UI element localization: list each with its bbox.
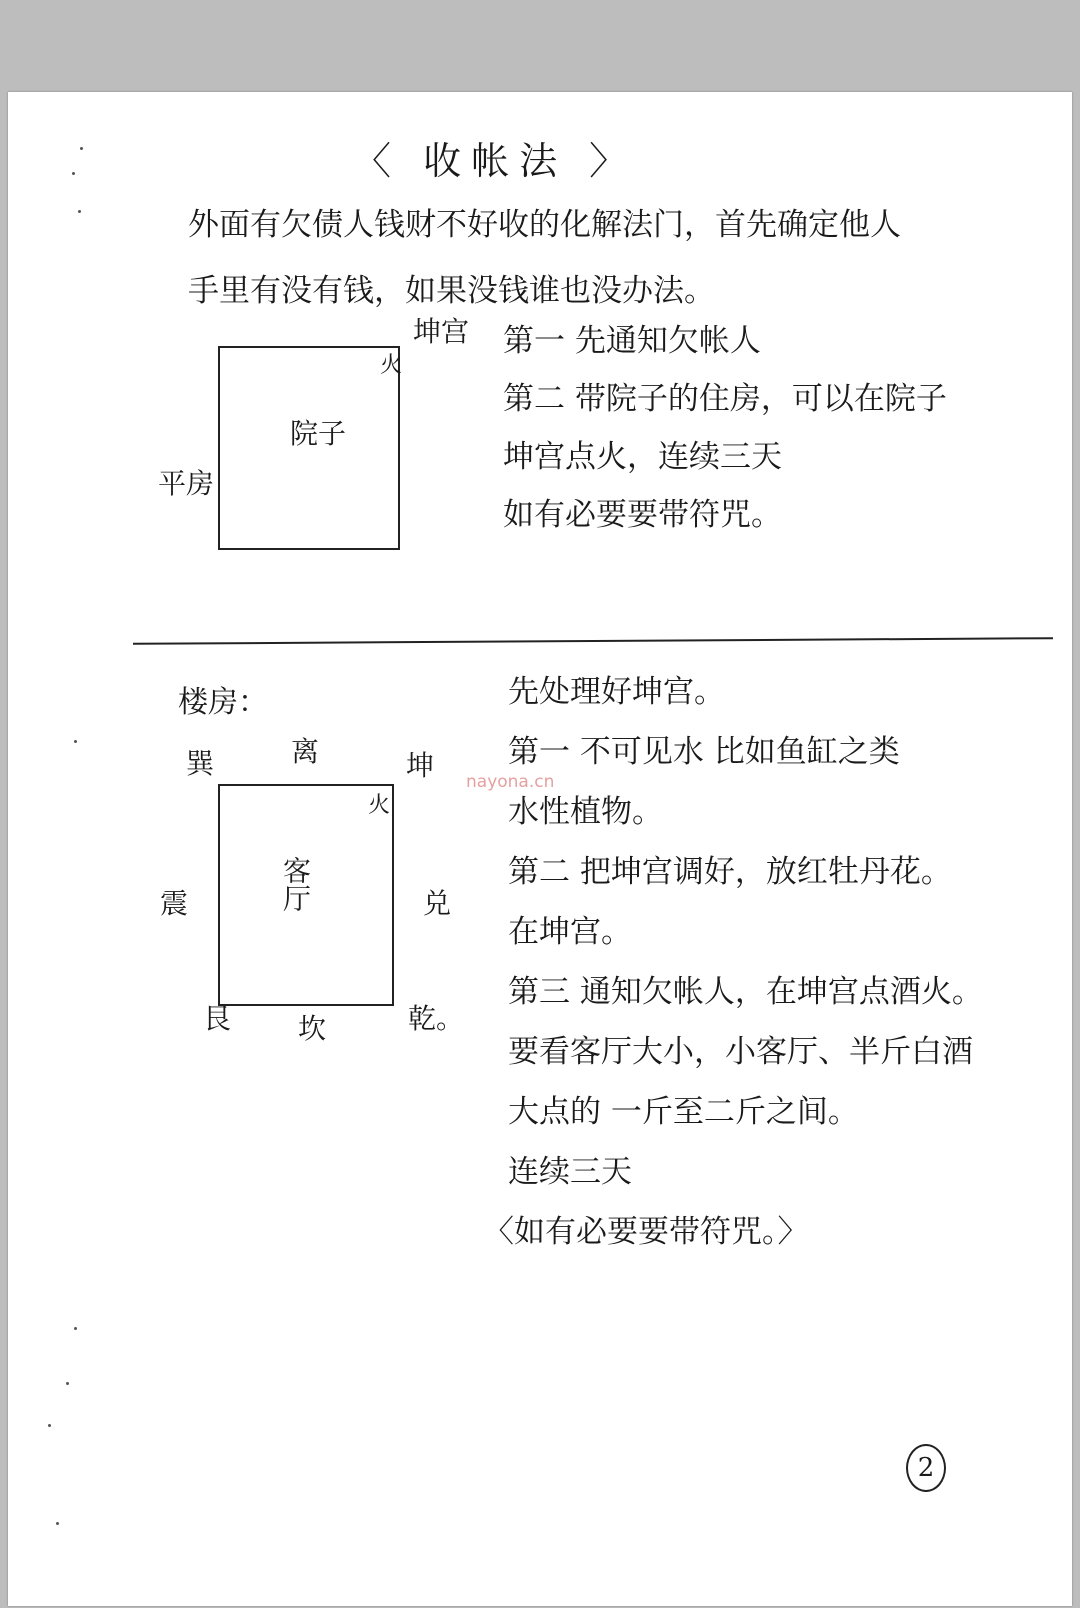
diagram2-kun-label: 坤 [406,749,435,782]
step2-line-3: 水性植物。 [508,794,663,830]
step2-line-1: 先处理好坤宫。 [508,674,725,710]
watermark: nayona.cn [466,772,555,792]
scan-speck [72,172,75,175]
step1-line-4: 如有必要要带符咒。 [503,497,782,533]
scan-speck [56,1522,59,1525]
diagram1-kun-palace-label: 坤宫 [413,315,470,348]
scan-speck [80,147,83,150]
step2-line-10: 〈如有必要要带符咒。〉 [483,1214,809,1250]
courtyard-diagram [218,346,403,550]
living-room-diagram [218,784,394,1006]
scan-speck [66,1382,69,1385]
diagram2-li-label: 离 [291,735,320,768]
step2-line-2: 第一 不可见水 比如鱼缸之类 [508,734,900,770]
step1-line-2: 第二 带院子的住房，可以在院子 [503,381,947,417]
diagram2-center-label: 客厅 [279,856,312,912]
diagram1-fire-mark: 火 [380,353,403,378]
step2-line-7: 要看客厅大小，小客厅、半斤白酒 [508,1034,973,1070]
step2-line-9: 连续三天 [508,1154,632,1190]
step2-line-8: 大点的 一斤至二斤之间。 [508,1094,859,1130]
step2-line-5: 在坤宫。 [508,914,632,950]
intro-paragraph [188,192,901,324]
section-divider [133,637,1053,645]
intro-line-1: 外面有欠债人钱财不好收的化解法门，首先确定他人 [188,207,901,243]
section2-heading: 楼房： [178,685,268,720]
step2-line-4: 第二 把坤宫调好，放红牡丹花。 [508,854,952,890]
diagram2-kan-label: 坎 [298,1012,327,1045]
diagram2-qian-label: 乾。 [408,1002,465,1035]
scan-speck [48,1424,51,1427]
page-number: 2 [906,1444,946,1492]
diagram2-dui-label: 兑 [423,887,452,920]
diagram2-zhen-label: 震 [160,887,189,920]
step2-line-6: 第三 通知欠帐人，在坤宫点酒火。 [508,974,983,1010]
steps-list-1 [503,312,947,544]
document-page [8,92,1072,1606]
steps-list-2 [483,662,983,1262]
diagram2-xun-label: 巽 [186,747,215,780]
intro-line-2: 手里有没有钱，如果没钱谁也没办法。 [188,273,715,309]
scan-speck [74,740,77,743]
page-title: 〈 收帐法 〉 [353,139,638,183]
scan-speck [78,210,81,213]
diagram2-fire-mark: 火 [368,793,391,818]
diagram2-gen-label: 艮 [203,1002,232,1035]
step1-line-1: 第一 先通知欠帐人 [503,323,761,359]
diagram1-left-label: 平房 [158,467,215,500]
scan-speck [74,1327,77,1330]
step1-line-3: 坤宫点火，连续三天 [503,439,782,475]
diagram1-center-label: 院子 [290,417,347,450]
